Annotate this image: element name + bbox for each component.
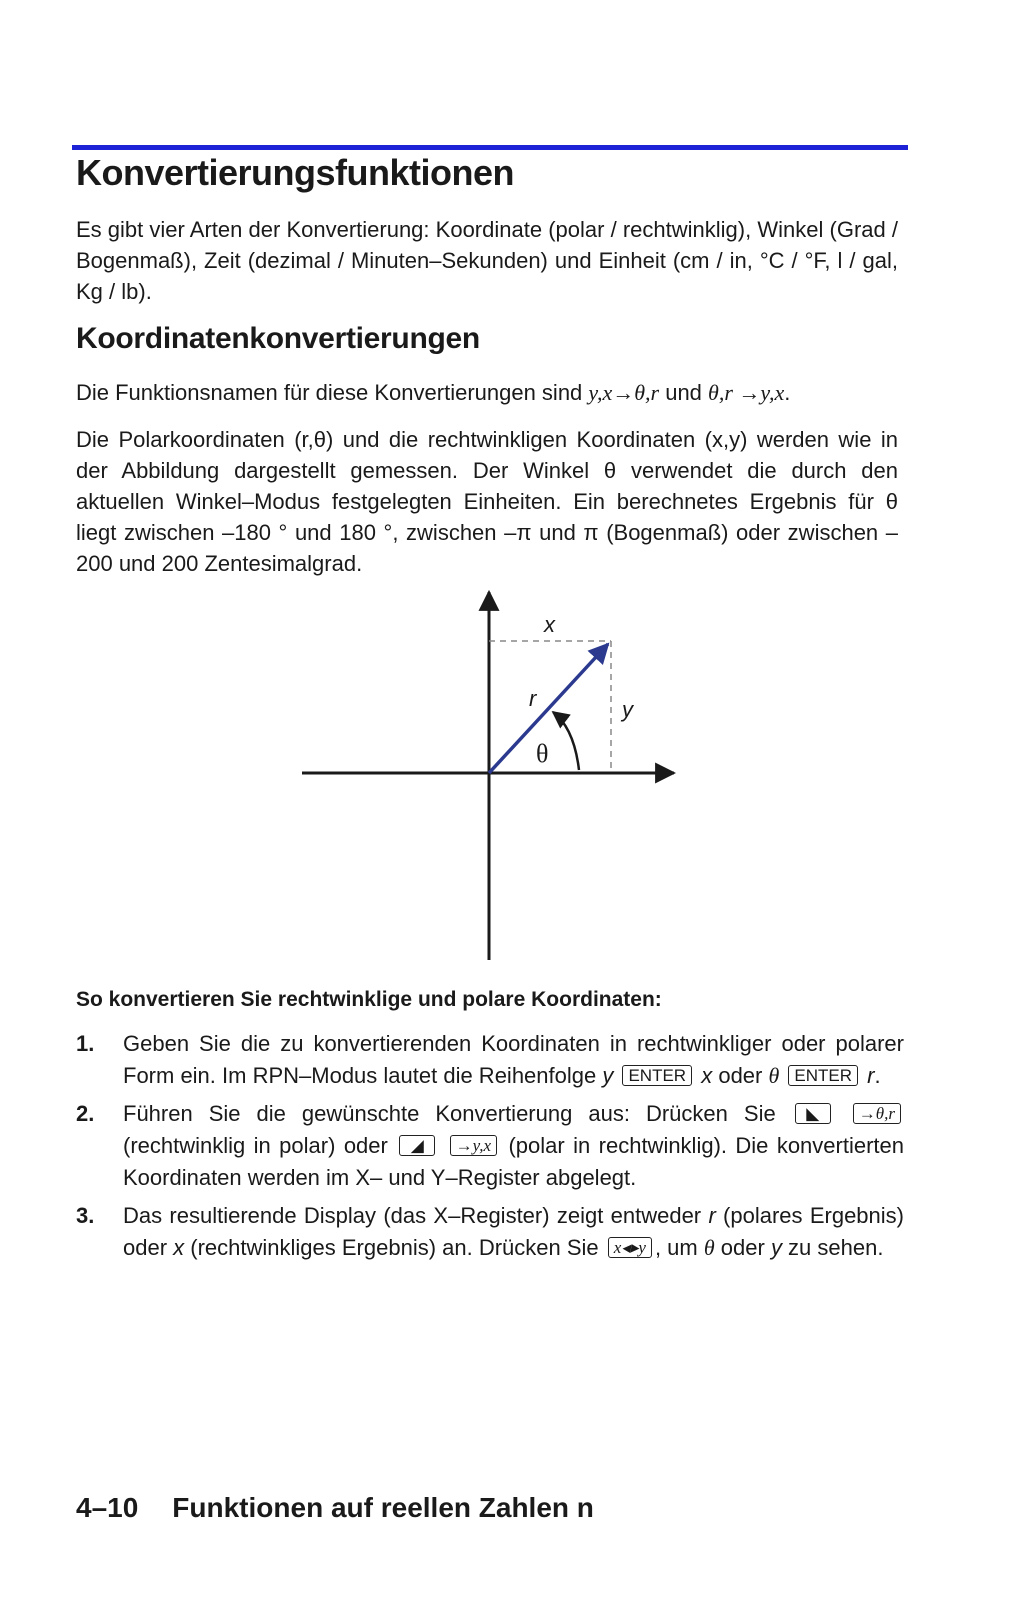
- swap-xy-key[interactable]: x◂▸y: [608, 1237, 652, 1258]
- label-theta: θ: [536, 739, 549, 768]
- procedure-steps: [76, 1028, 904, 1270]
- step-number: 2.: [76, 1101, 95, 1126]
- label-x: x: [544, 612, 555, 637]
- label-r: r: [529, 686, 537, 711]
- radius-vector: [489, 644, 608, 773]
- right-shift-key-icon[interactable]: ◢: [399, 1135, 435, 1156]
- coordinate-diagram: [290, 580, 690, 970]
- polar-to-rect-key[interactable]: →y,x: [450, 1135, 497, 1156]
- coordinates-paragraph: Die Polarkoordinaten (r,θ) und die rechtwinkligen Koordinaten (x,y) werden wie in der Abbildung dargestellt gemessen. Der Winkel θ verwendet die durch den aktuellen Winkel–Modus festgelegten Einheiten. Ein berechnetes Ergebnis für θ liegt zwischen –180 ° und 180 °, zwischen –π und π (Bogenmaß) oder zwischen –200 und 200 Zentesimalgrad.: [76, 427, 898, 576]
- procedure-title: So konvertieren Sie rechtwinklige und polare Koordinaten:: [76, 988, 662, 1011]
- function-names-paragraph: Die Funktionsnamen für diese Konvertierungen sind y,x→θ,r und θ,r →y,x.: [76, 380, 791, 405]
- rect-to-polar-key[interactable]: →θ,r: [853, 1103, 901, 1124]
- enter-key[interactable]: ENTER: [788, 1065, 858, 1086]
- function-name-rect-to-polar: y,x→θ,r: [588, 380, 660, 405]
- subsection-title: Koordinatenkonvertierungen: [76, 322, 480, 355]
- step-number: 3.: [76, 1203, 95, 1228]
- step-number: 1.: [76, 1031, 95, 1056]
- step-2: 2. Führen Sie die gewünschte Konvertierung aus: Drücken Sie ◣ →θ,r (rechtwinklig in polar) oder ◢ →y,x (polar in rechtwinklig). Die konvertierten Koordinaten werden im X– und Y–Register abgelegt.: [76, 1098, 904, 1194]
- section-rule: [72, 145, 908, 150]
- enter-key[interactable]: ENTER: [622, 1065, 692, 1086]
- page-number: 4–10: [76, 1492, 139, 1523]
- left-shift-key-icon[interactable]: ◣: [795, 1103, 831, 1124]
- label-y: y: [622, 697, 633, 722]
- intro-paragraph: Es gibt vier Arten der Konvertierung: Koordinate (polar / rechtwinklig), Winkel (Grad / Bogenmaß), Zeit (dezimal / Minuten–Sekunden) und Einheit (cm / in, °C / °F, l / gal, Kg / lb).: [76, 217, 898, 304]
- chapter-title: Funktionen auf reellen Zahlen n: [172, 1492, 594, 1523]
- function-name-polar-to-rect: θ,r →y,x: [708, 380, 785, 405]
- step-1: 1. Geben Sie die zu konvertierenden Koordinaten in rechtwinkliger oder polarer Form ein. Im RPN–Modus lautet die Reihenfolge y ENTER x oder θ ENTER r.: [76, 1028, 904, 1092]
- angle-arc: [553, 712, 579, 770]
- step-3: 3. Das resultierende Display (das X–Register) zeigt entweder r (polares Ergebnis) oder x (rechtwinkliges Ergebnis) an. Drücken Sie x◂▸y , um θ oder y zu sehen.: [76, 1200, 904, 1264]
- section-title: Konvertierungsfunktionen: [76, 152, 515, 193]
- page-footer: [76, 1492, 594, 1524]
